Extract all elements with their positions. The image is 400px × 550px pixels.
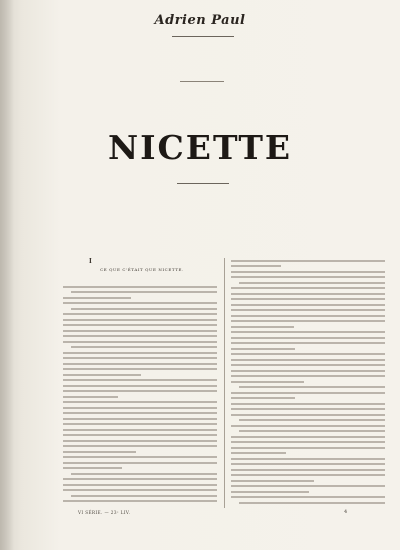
text-line-ink bbox=[71, 346, 217, 348]
text-line-ink bbox=[231, 381, 304, 383]
ornament-rule bbox=[180, 81, 224, 82]
text-line-ink bbox=[63, 319, 217, 321]
text-line-ink bbox=[63, 418, 217, 420]
text-line-ink bbox=[71, 473, 217, 475]
text-line-ink bbox=[63, 401, 217, 403]
chapter-numeral: I bbox=[89, 258, 92, 265]
text-line-ink bbox=[63, 341, 217, 343]
text-line-ink bbox=[63, 335, 217, 337]
text-line-ink bbox=[231, 370, 385, 372]
text-line-ink bbox=[63, 500, 217, 502]
text-line-ink bbox=[231, 414, 385, 416]
text-line-ink bbox=[231, 469, 385, 471]
text-line-ink bbox=[231, 375, 385, 377]
text-line-ink bbox=[231, 359, 385, 361]
text-line-ink bbox=[231, 392, 385, 394]
text-line-ink bbox=[231, 348, 295, 350]
text-line-ink bbox=[231, 397, 295, 399]
text-line-ink bbox=[239, 282, 385, 284]
text-line-ink bbox=[231, 265, 281, 267]
text-line-ink bbox=[63, 489, 217, 491]
text-line-ink bbox=[231, 337, 385, 339]
text-line-ink bbox=[63, 313, 217, 315]
text-line-ink bbox=[231, 298, 385, 300]
text-line-ink bbox=[63, 412, 217, 414]
text-line-ink bbox=[231, 403, 385, 405]
text-line-ink bbox=[239, 430, 385, 432]
text-line-ink bbox=[63, 445, 217, 447]
text-line-ink bbox=[63, 462, 217, 464]
text-line-ink bbox=[63, 478, 217, 480]
text-line-ink bbox=[63, 379, 217, 381]
text-line-ink bbox=[231, 364, 385, 366]
text-line-ink bbox=[63, 396, 118, 398]
text-line-ink bbox=[231, 271, 385, 273]
text-line-ink bbox=[231, 436, 385, 438]
text-line-ink bbox=[63, 330, 217, 332]
text-line-ink bbox=[239, 386, 385, 388]
text-line-ink bbox=[231, 458, 385, 460]
text-line-ink bbox=[231, 304, 385, 306]
text-line-ink bbox=[231, 331, 385, 333]
text-line-ink bbox=[63, 385, 217, 387]
text-line-ink bbox=[231, 441, 385, 443]
signature-mark: VI SÉRIE. — 23ᵉ LIV. bbox=[78, 510, 131, 515]
text-line-ink bbox=[231, 353, 385, 355]
text-line-ink bbox=[71, 308, 217, 310]
column-body-left bbox=[63, 284, 217, 504]
text-line-ink bbox=[231, 293, 385, 295]
text-line-ink bbox=[231, 309, 385, 311]
text-line-ink bbox=[63, 286, 217, 288]
text-line-ink bbox=[231, 496, 385, 498]
text-line-ink bbox=[231, 452, 286, 454]
column-divider bbox=[224, 258, 225, 508]
text-line-ink bbox=[71, 495, 217, 497]
text-line-ink bbox=[231, 276, 385, 278]
text-line-ink bbox=[239, 502, 385, 504]
text-line-ink bbox=[231, 326, 294, 328]
text-line-ink bbox=[231, 425, 385, 427]
text-line-ink bbox=[231, 480, 314, 482]
text-line-ink bbox=[63, 390, 217, 392]
text-line-ink bbox=[231, 463, 385, 465]
running-author: Adrien Paul bbox=[154, 13, 246, 28]
text-line-ink bbox=[63, 297, 131, 299]
text-line-ink bbox=[63, 352, 217, 354]
text-line-ink bbox=[63, 434, 217, 436]
text-line-ink bbox=[239, 419, 385, 421]
text-line-ink bbox=[231, 447, 385, 449]
sheet-number: 4 bbox=[344, 509, 348, 515]
text-line-ink bbox=[231, 320, 385, 322]
text-line-ink bbox=[63, 363, 217, 365]
text-line-ink bbox=[63, 368, 217, 370]
text-line bbox=[63, 499, 217, 505]
chapter-heading: CE QUE C'ÉTAIT QUE NICETTE. bbox=[100, 267, 184, 272]
text-line-ink bbox=[63, 429, 217, 431]
binding-shadow bbox=[0, 0, 14, 550]
text-line-ink bbox=[63, 407, 217, 409]
text-line-ink bbox=[231, 491, 309, 493]
title-rule bbox=[177, 183, 229, 184]
text-line-ink bbox=[63, 440, 217, 442]
text-line-ink bbox=[63, 357, 217, 359]
page-title: NICETTE bbox=[107, 128, 293, 167]
author-rule bbox=[172, 36, 234, 37]
text-line bbox=[231, 500, 385, 506]
text-line-ink bbox=[231, 315, 385, 317]
text-line-ink bbox=[63, 423, 217, 425]
text-line-ink bbox=[231, 408, 385, 410]
text-line-ink bbox=[63, 302, 217, 304]
text-line-ink bbox=[63, 484, 217, 486]
text-line-ink bbox=[63, 467, 122, 469]
text-line-ink bbox=[63, 456, 217, 458]
text-line-ink bbox=[63, 324, 217, 326]
text-line-ink bbox=[231, 342, 385, 344]
text-column-right bbox=[231, 258, 385, 506]
text-line-ink bbox=[231, 287, 385, 289]
text-line-ink bbox=[231, 474, 385, 476]
text-line-ink bbox=[231, 260, 385, 262]
text-line-ink bbox=[63, 374, 141, 376]
text-line-ink bbox=[71, 291, 217, 293]
text-line-ink bbox=[231, 485, 385, 487]
text-line-ink bbox=[63, 451, 136, 453]
